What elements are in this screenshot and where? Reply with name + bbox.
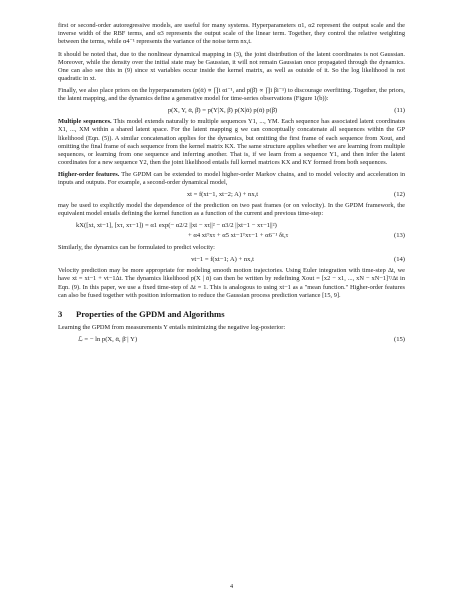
- equation-13-number: (13): [394, 232, 405, 240]
- paragraph-multiple-sequences: [58, 118, 405, 166]
- equation-11: [58, 105, 405, 116]
- equation-12-body: xt = f(xt−1, xt−2; A) + nx,t: [186, 191, 259, 199]
- section-heading: [58, 309, 405, 319]
- paragraph-nongaussian: It should be noted that, due to the nonlinear dynamical mapping in (3), the joint distribution of the latent coordinates is not Gaussian. Moreover, while the density over the initial state may be Gaussian, it will not remain Gaussian once propagated through the dynamics. One can also see this in (9) since xt variables occur inside the kernel matrix, as well as outside of it. So the log likelihood is not quadratic in xt.: [58, 50, 405, 82]
- text-higher-order: The GPDM can be extended to model higher-order Markov chains, and to model velocity and acceleration in inputs and outputs. For example, a second-order dynamical model,: [58, 171, 405, 187]
- equation-15-body: ℒ = − ln p(X, ᾱ, β̄ | Y): [78, 335, 138, 343]
- paragraph-learning: Learning the GPDM from measurements Y entails minimizing the negative log-posterior:: [58, 323, 286, 331]
- paragraph-higher-order: [58, 171, 405, 187]
- equation-14: [58, 254, 405, 265]
- equation-12-number: (12): [394, 191, 405, 199]
- page-number: 4: [229, 583, 234, 590]
- paper-page: [58, 22, 405, 347]
- equation-14-body: vt−1 = f(xt−1; A) + nx,t: [191, 256, 254, 264]
- equation-15-number: (15): [394, 335, 405, 343]
- equation-11-number: (11): [394, 107, 405, 115]
- equation-15: [58, 334, 405, 345]
- heading-multiple-sequences: Multiple sequences.: [58, 118, 112, 126]
- text-multiple-sequences: This model extends naturally to multiple sequences Y1, ..., YM. Each sequence has associated latent coordinates X1, ..., XM within a shared latent space. For the latent mapping g we can conceptually concatenate all sequences within the GP likelihood (Eqn. (5)). A similar concatenation applies for the dynamics, but omitting the first frame of each sequence from Xout, and omitting the final frame of each sequence from the kernel matrix KX. The same structure applies whether we are learning from multiple sequences, or learning from one sequence and inferring another. That is, if we learn from a sequence Y1, and then infer the latent coordinates for a new sequence Y2, then the joint likelihood entails full kernel matrices KX and KY formed from both sequences.: [58, 118, 405, 166]
- section-title: Properties of the GPDM and Algorithms: [76, 308, 225, 319]
- equation-13: [58, 220, 405, 242]
- equation-13-line1: kX([xt, xt−1], [xτ, xτ−1]) = α1 exp(− α2/2 ||xt − xτ||² − α3/2 ||xt−1 − xτ−1||²): [76, 222, 277, 230]
- paragraph-kernel-function: may be used to explicitly model the dependence of the prediction on two past frames (or on velocity). In the GPDM framework, the equivalent model entails defining the kernel function as a function of the current and previous time-step:: [58, 202, 405, 218]
- paragraph-priors: Finally, we also place priors on the hyperparameters (p(ᾱ) ∝ ∏i αi⁻¹, and p(β̄) ∝ ∏i βi⁻¹) to discourage overfitting. Together, the priors, the latent mapping, and the dynamics define a generative model for time-series observations (Figure 1(b)):: [58, 87, 405, 103]
- section-number: 3: [58, 308, 63, 319]
- equation-14-number: (14): [394, 256, 405, 264]
- equation-12: [58, 189, 405, 200]
- heading-higher-order: Higher-order features.: [58, 171, 120, 179]
- paragraph-velocity: Similarly, the dynamics can be formulated to predict velocity:: [58, 244, 215, 252]
- paragraph-hyperparameters: first or second-order autoregressive models, are useful for many systems. Hyperparameters α1, α2 represent the output scale and the inverse width of the RBF terms, and α3 represents the output scale of the linear term. Together, they control the relative weighting between the terms, while α4⁻¹ represents the variance of the noise term nx,t.: [58, 22, 405, 46]
- equation-11-body: p(X, Y, ᾱ, β̄) = p(Y|X, β̄) p(X|ᾱ) p(ᾱ) p(β̄): [167, 107, 278, 115]
- paragraph-euler: Velocity prediction may be more appropriate for modeling smooth motion trajectories. Using Euler integration with time-step Δt, we have xt = xt−1 + vt−1Δt. The dynamics likelihood p(X | ᾱ) can then be written by redefining Xout = [x2 − x1, ..., xN − xN−1]ᵀ/Δt in Eqn. (9). In this paper, we use a fixed time-step of Δt = 1. This is analogous to using xt−1 as a "mean function." Higher-order features can also be fused together with position information to reduce the Gaussian process prediction variance [15, 9].: [58, 267, 405, 299]
- equation-13-line2: + α4 xtᵀxτ + α5 xt−1ᵀxτ−1 + α6⁻¹ δt,τ: [188, 232, 289, 240]
